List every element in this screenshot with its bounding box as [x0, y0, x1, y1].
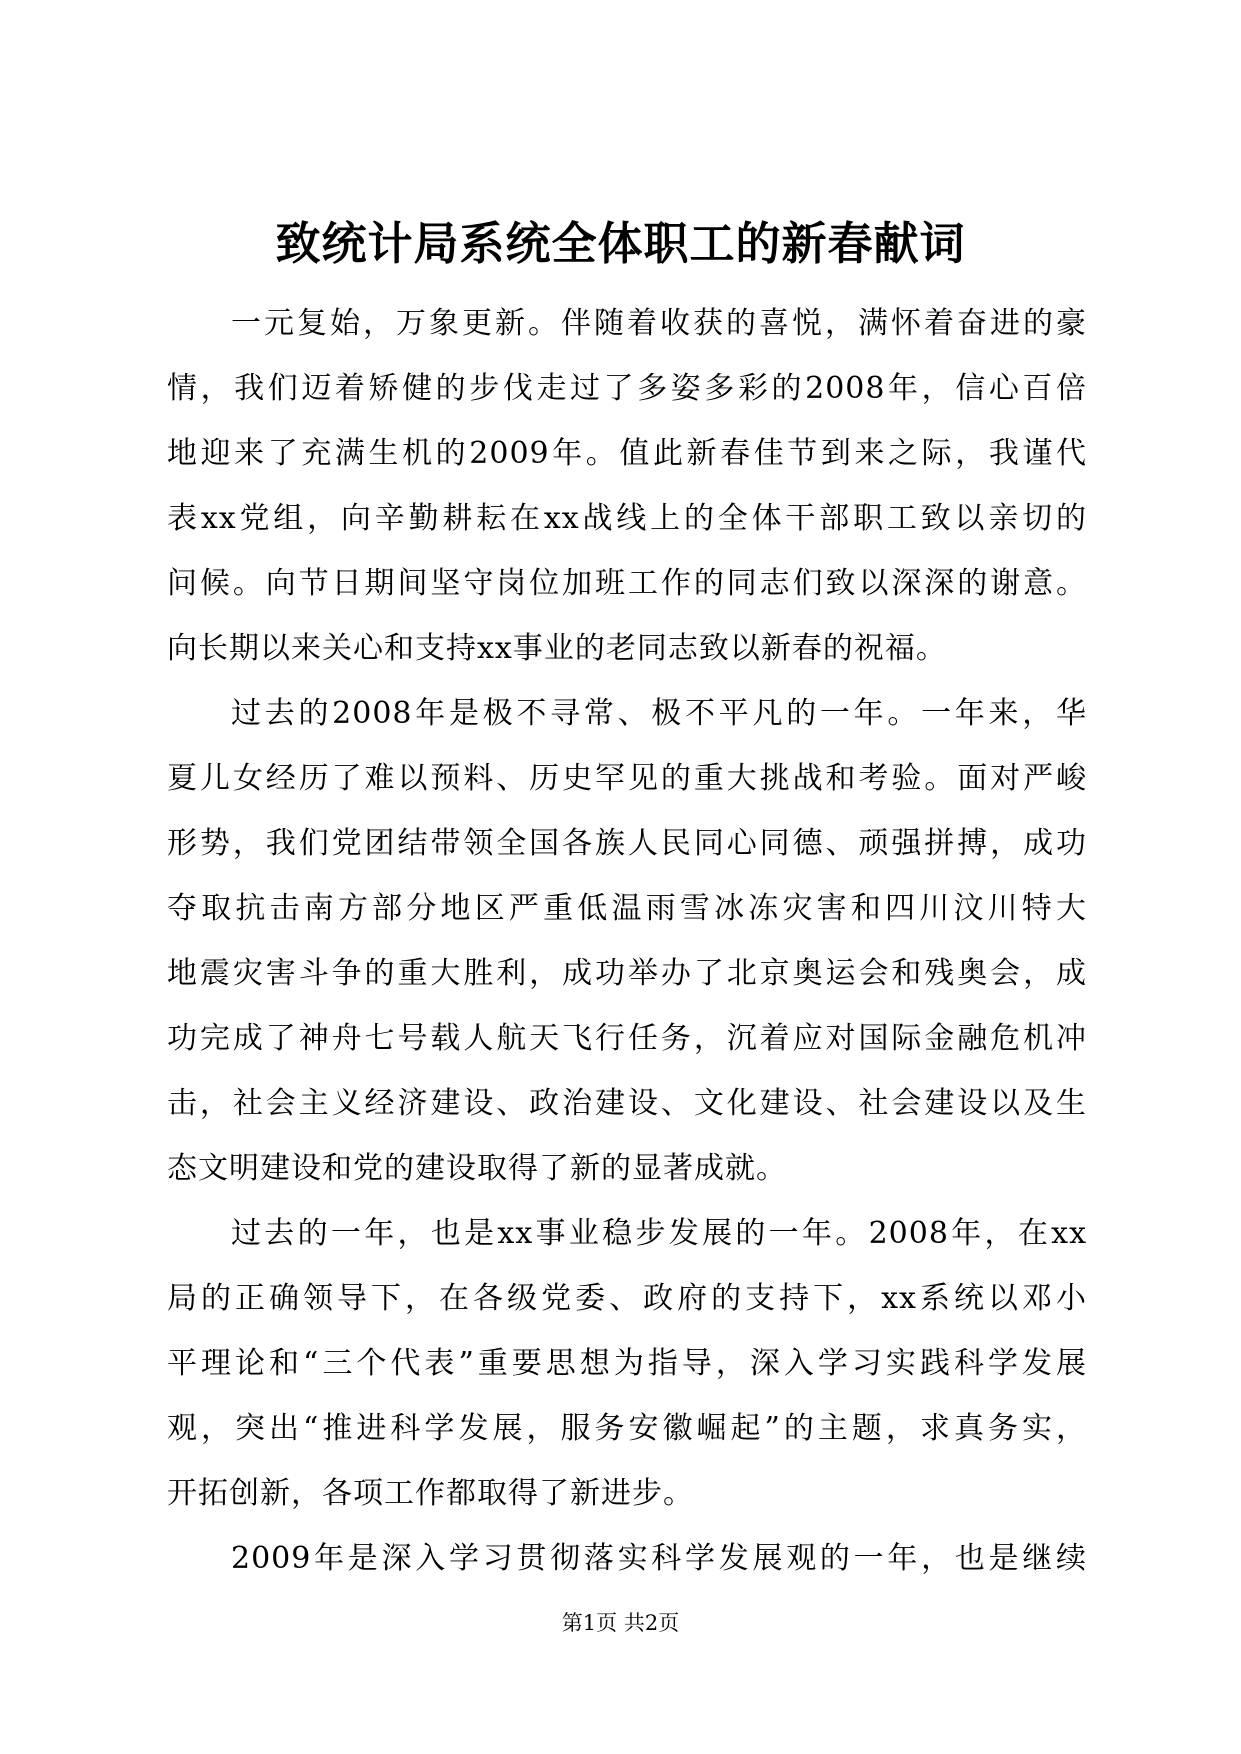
body-line: 局的正确领导下，在各级党委、政府的支持下，xx系统以邓小 [167, 1281, 1087, 1316]
body-line: 过去的2008年是极不寻常、极不平凡的一年。一年来，华 [231, 696, 1087, 731]
body-line: 形势，我们党团结带领全国各族人民同心同德、顽强拼搏，成功 [167, 826, 1087, 861]
body-line: 平理论和“三个代表”重要思想为指导，深入学习实践科学发展 [167, 1346, 1087, 1381]
body-line: 夺取抗击南方部分地区严重低温雨雪冰冻灾害和四川汶川特大 [167, 891, 1087, 926]
body-line: 态文明建设和党的建设取得了新的显著成就。 [167, 1151, 787, 1186]
body-line: 地迎来了充满生机的2009年。值此新春佳节到来之际，我谨代 [167, 436, 1087, 471]
body-line: 击，社会主义经济建设、政治建设、文化建设、社会建设以及生 [167, 1086, 1087, 1121]
page-number-footer: 第1页 共2页 [561, 1611, 680, 1635]
body-line: 功完成了神舟七号载人航天飞行任务，沉着应对国际金融危机冲 [167, 1021, 1087, 1056]
body-line: 2009年是深入学习贯彻落实科学发展观的一年，也是继续 [231, 1541, 1087, 1576]
body-line: 开拓创新，各项工作都取得了新进步。 [167, 1476, 694, 1511]
body-line: 向长期以来关心和支持xx事业的老同志致以新春的祝福。 [167, 631, 947, 666]
document-title: 致统计局系统全体职工的新春献词 [275, 217, 966, 270]
body-line: 一元复始，万象更新。伴随着收获的喜悦，满怀着奋进的豪 [231, 306, 1087, 341]
body-line: 表xx党组，向辛勤耕耘在xx战线上的全体干部职工致以亲切的 [167, 501, 1087, 536]
body-line: 情，我们迈着矫健的步伐走过了多姿多彩的2008年，信心百倍 [167, 371, 1087, 406]
body-line: 夏儿女经历了难以预料、历史罕见的重大挑战和考验。面对严峻 [167, 761, 1087, 796]
body-line: 过去的一年，也是xx事业稳步发展的一年。2008年，在xx [231, 1216, 1087, 1251]
document-body [167, 291, 1087, 1591]
body-line: 地震灾害斗争的重大胜利，成功举办了北京奥运会和残奥会，成 [167, 956, 1087, 991]
body-line: 观，突出“推进科学发展，服务安徽崛起”的主题，求真务实， [167, 1411, 1087, 1446]
body-line: 问候。向节日期间坚守岗位加班工作的同志们致以深深的谢意。 [167, 566, 1087, 601]
